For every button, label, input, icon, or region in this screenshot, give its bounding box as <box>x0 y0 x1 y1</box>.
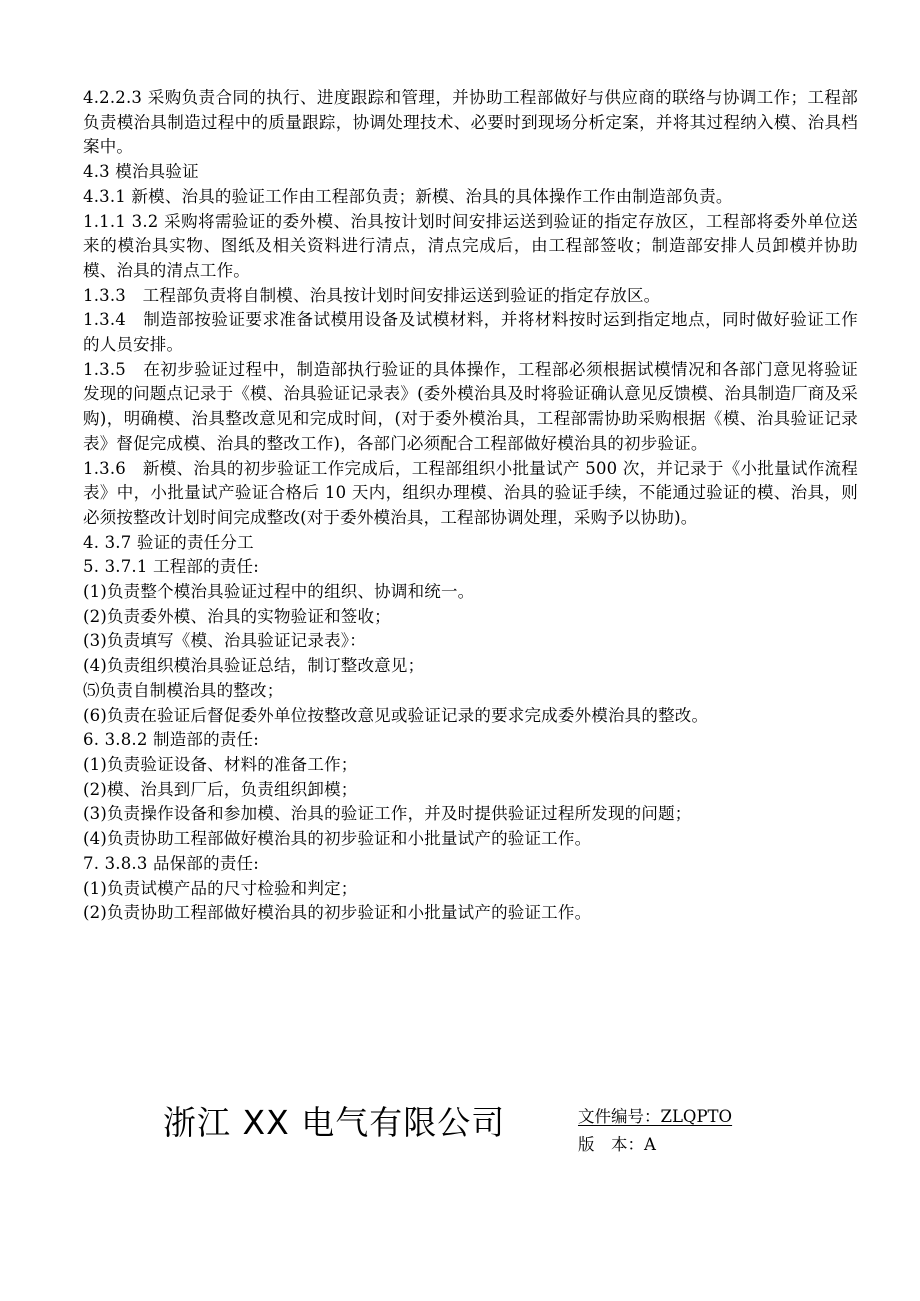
list-item: (3)负责填写《模、治具验证记录表》： <box>83 631 366 651</box>
paragraph: 4.2.2.3 采购负责合同的执行、进度跟踪和管理，并协助工程部做好与供应商的联络与协调工作；工程部负责模治具制造过程中的质量跟踪，协调处理技术、必要时到现场分析定案，并将其过程纳入模、治具档案中。 <box>83 88 858 157</box>
list-item: (6)负责在验证后督促委外单位按整改意见或验证记录的要求完成委外模治具的整改。 <box>83 705 709 725</box>
list-item: (2)负责协助工程部做好模治具的初步验证和小批量试产的验证工作。 <box>83 903 592 923</box>
paragraph: 1.3.6 新模、治具的初步验证工作完成后，工程部组织小批量试产 500 次，并记录于《小批量试作流程表》中，小批量试产验证合格后 10 天内，组织办理模、治具的验证手续，不能通过验证的模、治具，则必须按整改计划时间完成整改(对于委外模治具，工程部协调处理，采购予以协助)。 <box>83 458 858 527</box>
section-heading: 4.3 模治具验证 <box>83 162 199 182</box>
list-item: (4)负责协助工程部做好模治具的初步验证和小批量试产的验证工作。 <box>83 829 592 849</box>
list-item: (1)负责试模产品的尺寸检验和判定； <box>83 878 358 898</box>
list-item: (4)负责组织模治具验证总结，制订整改意见； <box>83 656 425 676</box>
paragraph: 4.3.1 新模、治具的验证工作由工程部负责；新模、治具的具体操作工作由制造部负责。 <box>83 186 733 206</box>
paragraph: 1.3.5 在初步验证过程中，制造部执行验证的具体操作，工程部必须根据试模情况和各部门意见将验证发现的问题点记录于《模、治具验证记录表》(委外模治具及时将验证确认意见反馈模、治具制造厂商及采购)，明确模、治具整改意见和完成时间，(对于委外模治具，工程部需协助采购根据《模、治具验证记录表》督促完成模、治具的整改工作)，各部门必须配合工程部做好模治具的初步验证。 <box>83 359 858 453</box>
list-item: (1)负责整个模治具验证过程中的组织、协调和统一。 <box>83 582 475 602</box>
document-version: 版 本：A <box>578 1135 656 1154</box>
document-number: 文件编号：ZLQPTO <box>578 1107 733 1126</box>
list-item: (1)负责验证设备、材料的准备工作； <box>83 754 358 774</box>
document-body <box>83 86 858 926</box>
section-heading: 5. 3.7.1 工程部的责任: <box>83 557 259 577</box>
company-name: 浙江 XX 电气有限公司 <box>163 1103 506 1142</box>
section-heading: 7. 3.8.3 品保部的责任: <box>83 853 259 873</box>
list-item: (2)模、治具到厂后，负责组织卸模； <box>83 779 358 799</box>
paragraph: 1.3.3 工程部负责将自制模、治具按计划时间安排运送到验证的指定存放区。 <box>83 285 661 305</box>
section-heading: 6. 3.8.2 制造部的责任: <box>83 730 259 750</box>
list-item: (2)负责委外模、治具的实物验证和签收； <box>83 606 391 626</box>
paragraph: 1.3.4 制造部按验证要求准备试模用设备及试模材料，并将材料按时运到指定地点，同时做好验证工作的人员安排。 <box>83 310 858 355</box>
section-heading: 4. 3.7 验证的责任分工 <box>83 532 254 552</box>
paragraph: 1.1.1 3.2 采购将需验证的委外模、治具按计划时间安排运送到验证的指定存放区，工程部将委外单位送来的模治具实物、图纸及相关资料进行清点，清点完成后，由工程部签收；制造部安排人员卸模并协助模、治具的清点工作。 <box>83 211 858 280</box>
list-item: ⑸负责自制模治具的整改； <box>83 680 284 700</box>
document-meta <box>578 1103 732 1159</box>
list-item: (3)负责操作设备和参加模、治具的验证工作，并及时提供验证过程所发现的问题； <box>83 804 692 824</box>
